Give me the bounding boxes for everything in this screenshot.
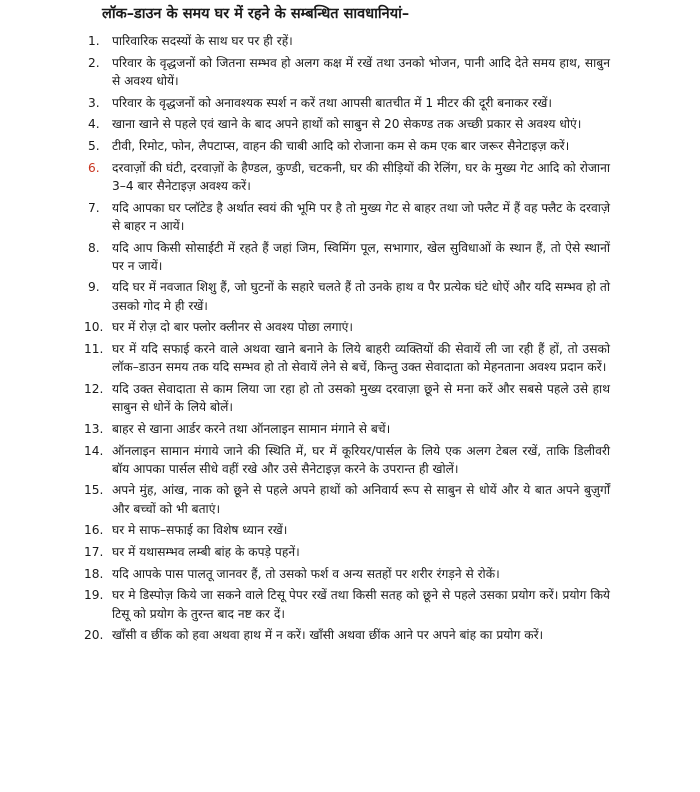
list-item-number: 8.	[88, 240, 100, 255]
list-item	[88, 137, 610, 155]
document-title: लॉक–डाउन के समय घर में रहने के सम्बन्धित सावधानियां–	[102, 6, 410, 22]
list-item-text: दरवाज़ों की घंटी, दरवाज़ों के हैण्डल, कुण्डी, चटकनी, घर की सीड़ियों की रेलिंग, घर के मुख्य गेट आदि को रोजाना 3–4 बार सैनेटाइज़ अवश्य करें।	[112, 160, 610, 193]
list-item-number: 17.	[84, 545, 104, 560]
list-item-number: 3.	[88, 95, 100, 110]
list-item	[84, 340, 610, 376]
list-item-text: खाना खाने से पहले एवं खाने के बाद अपने हाथों को साबुन से 20 सेकण्ड तक अच्छी प्रकार से अवश्य धोएं।	[112, 117, 582, 132]
list-item-text: घर मे साफ–सफाई का विशेष ध्यान रखें।	[112, 523, 288, 538]
list-item-text: घर मे डिस्पोज़ किये जा सकने वाले टिसू पेपर रखें तथा किसी सतह को छूने से पहले उसका प्रयोग करें। प्रयोग किये टिसू को प्रयोग के तुरन्त बाद नष्ट कर दें।	[112, 588, 610, 621]
list-item-number: 16.	[84, 523, 104, 538]
list-item	[84, 521, 610, 539]
list-item-text: घर में यथासम्भव लम्बी बांह के कपड़े पहनें।	[112, 545, 300, 560]
list-item-number: 14.	[84, 443, 104, 458]
list-item	[84, 318, 610, 336]
list-item-text: यदि आपका घर प्लॉटेड है अर्थात स्वयं की भूमि पर है तो मुख्य गेट से बाहर तथा जो फ्लैट में हैं वह फ्लैट के दरवाज़े से बाहर न आयें।	[112, 200, 610, 233]
list-item-number: 5.	[88, 139, 100, 154]
list-item-number: 12.	[84, 381, 104, 396]
list-item-text: ऑनलाइन सामान मंगाये जाने की स्थिति में, घर में कूरियर/पार्सल के लिये एक अलग टेबल रखें, ताकि डिलीवरी बॉय आपका पार्सल सीधे वहीं रखे और उसे सैनेटाइज़ करने के उपरान्त ही खोलें।	[112, 443, 610, 476]
list-item-text: बाहर से खाना आर्डर करने तथा ऑनलाइन सामान मंगाने से बचें।	[112, 421, 391, 436]
list-item	[88, 115, 610, 133]
list-item-number: 9.	[88, 280, 100, 295]
list-item	[88, 54, 610, 90]
list-item	[84, 586, 610, 622]
list-item-text: घर में रोज़ दो बार फ्लोर क्लीनर से अवश्य पोछा लगाएं।	[112, 320, 354, 335]
list-item-number: 7.	[88, 200, 100, 215]
list-item-number: 20.	[84, 628, 104, 643]
list-item-text: अपने मुंह, आंख, नाक को छूने से पहले अपने हाथों को अनिवार्य रूप से साबुन से धोयें और ये बात अपने बुज़ुर्गों और बच्चों को भी बताएं।	[112, 483, 610, 516]
list-item-number: 13.	[84, 421, 104, 436]
list-item-number: 4.	[88, 117, 100, 132]
list-item	[88, 199, 610, 235]
list-item-number: 10.	[84, 320, 104, 335]
list-item-number: 15.	[84, 483, 104, 498]
list-item	[84, 420, 610, 438]
list-item	[84, 626, 610, 644]
list-item-text: यदि आपके पास पालतू जानवर हैं, तो उसको फर्श व अन्य सतहों पर शरीर रंगड़ने से रोकें।	[112, 566, 500, 581]
list-item	[84, 543, 610, 561]
list-item-number: 18.	[84, 566, 104, 581]
list-item	[88, 94, 610, 112]
list-item-number: 1.	[88, 34, 100, 48]
list-item-text: परिवार के वृद्धजनों को जितना सम्भव हो अलग कक्ष में रखें तथा उनको भोजन, पानी आदि देते समय हाथ, साबुन से अवश्य धोयें।	[112, 55, 610, 88]
list-item-text: यदि आप किसी सोसाईटी में रहते हैं जहां जिम, स्विमिंग पूल, सभागार, खेल सुविधाओं के स्थान हैं, तो ऐसे स्थानों पर न जायें।	[112, 240, 610, 273]
list-item-text: खॉंसी व छींक को हवा अथवा हाथ में न करें। खॉंसी अथवा छींक आने पर अपने बांह का प्रयोग करें।	[112, 628, 544, 643]
list-item-number: 2.	[88, 55, 100, 70]
list-item	[88, 32, 610, 50]
list-item-text: टीवी, रिमोट, फोन, लैपटाप्स, वाहन की चाबी आदि को रोजाना कम से कम एक बार जरूर सैनेटाइज़ करें।	[112, 139, 570, 154]
list-item-text: परिवार के वृद्धजनों को अनावश्यक स्पर्श न करें तथा आपसी बातचीत में 1 मीटर की दूरी बनाकर रखें।	[112, 95, 552, 110]
list-item	[88, 159, 610, 195]
list-item-text: पारिवारिक सदस्यों के साथ घर पर ही रहें।	[112, 34, 293, 48]
list-item	[84, 380, 610, 416]
list-item	[88, 239, 610, 275]
list-item-text: घर में यदि सफाई करने वाले अथवा खाने बनाने के लिये बाहरी व्यक्तियों की सेवायें ली जा रही हैं हों, तो उसको लॉक–डाउन समय तक यदि सम्भव हो तो सेवायें लेने से बचें, किन्तु उक्त सेवादाता को मेहनताना अवश्य प्रदान करें।	[112, 342, 610, 375]
precautions-list	[84, 32, 610, 645]
list-item-number: 19.	[84, 588, 104, 603]
list-item-number: 11.	[84, 342, 104, 357]
list-item-text: यदि उक्त सेवादाता से काम लिया जा रहा हो तो उसको मुख्य दरवाज़ा छूने से मना करें और सबसे पहले उसे हाथ साबुन से धोनें के लिये बोलें।	[112, 381, 610, 415]
list-item-text: यदि घर में नवजात शिशु हैं, जो घुटनों के सहारे चलते हैं तो उनके हाथ व पैर प्रत्येक घंटे धोऐं और यदि सम्भव हो तो उसको गोद मे ही रखें।	[112, 280, 610, 313]
list-item-number: 6.	[88, 160, 100, 175]
list-item	[88, 278, 610, 314]
list-item	[84, 565, 610, 583]
list-item	[84, 481, 610, 517]
list-item	[84, 442, 610, 478]
